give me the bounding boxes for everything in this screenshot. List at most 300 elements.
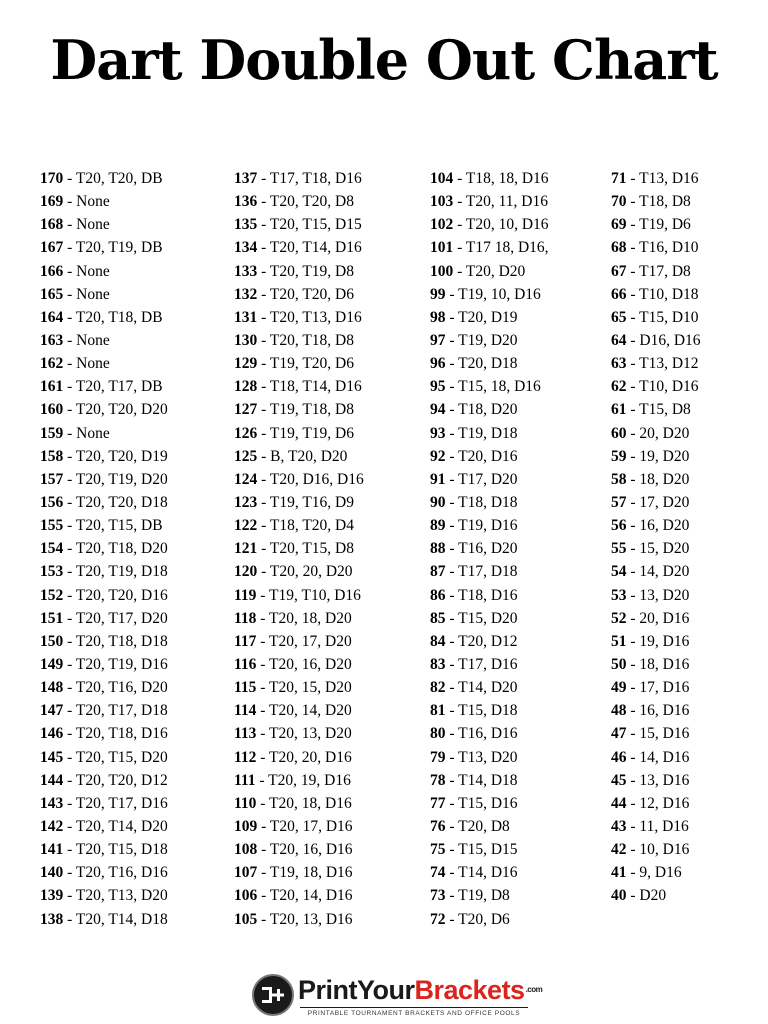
checkout-throws: - T17, D18: [445, 563, 518, 581]
checkout-throws: - T20, T15, D18: [63, 841, 168, 859]
checkout-throws: - T20, D12: [445, 632, 518, 650]
checkout-row: [40, 491, 168, 514]
checkout-score: 93: [430, 424, 446, 442]
checkout-row: [234, 283, 364, 306]
checkout-score: 110: [234, 794, 257, 812]
checkout-row: [234, 884, 364, 907]
checkout-throws: - 9, D16: [626, 864, 682, 882]
checkout-throws: - T20, T19, DB: [63, 239, 163, 257]
checkout-throws: - 13, D20: [626, 586, 690, 604]
checkout-row: [611, 838, 701, 861]
checkout-column-1: [40, 167, 168, 931]
checkout-row: [611, 491, 701, 514]
checkout-row: [40, 213, 168, 236]
bracket-logo-icon: [252, 974, 294, 1016]
checkout-score: 80: [430, 725, 446, 743]
checkout-throws: - T19, T20, D6: [257, 355, 354, 373]
checkout-throws: - T20, T13, D16: [257, 308, 362, 326]
checkout-score: 102: [430, 216, 454, 234]
checkout-score: 126: [234, 424, 258, 442]
checkout-score: 56: [611, 517, 627, 535]
checkout-score: 101: [430, 239, 454, 257]
checkout-score: 144: [40, 771, 64, 789]
checkout-row: [40, 560, 168, 583]
checkout-row: [40, 722, 168, 745]
checkout-score: 67: [611, 262, 627, 280]
checkout-row: [40, 422, 168, 445]
checkout-throws: - T20, T17, D18: [63, 702, 168, 720]
checkout-score: 55: [611, 540, 627, 558]
checkout-score: 123: [234, 493, 258, 511]
checkout-throws: - T18, D18: [445, 493, 518, 511]
checkout-throws: - T19, 10, D16: [445, 285, 541, 303]
checkout-row: [234, 329, 364, 352]
checkout-throws: - T15, D10: [626, 308, 699, 326]
checkout-row: [40, 584, 168, 607]
checkout-score: 87: [430, 563, 446, 581]
checkout-score: 75: [430, 841, 446, 859]
checkout-throws: - 14, D20: [626, 563, 690, 581]
checkout-throws: - D20: [626, 887, 667, 905]
checkout-score: 64: [611, 331, 627, 349]
checkout-score: 155: [40, 517, 64, 535]
checkout-score: 59: [611, 447, 627, 465]
checkout-throws: - T20, T20, D6: [257, 285, 354, 303]
checkout-score: 166: [40, 262, 64, 280]
checkout-row: [611, 584, 701, 607]
checkout-row: [40, 514, 168, 537]
checkout-throws: - None: [63, 424, 110, 442]
checkout-throws: - T20, T15, DB: [63, 517, 163, 535]
checkout-score: 141: [40, 841, 64, 859]
checkout-throws: - T20, 18, D16: [256, 794, 352, 812]
checkout-throws: - T16, D10: [626, 239, 699, 257]
checkout-score: 120: [234, 563, 258, 581]
checkout-score: 85: [430, 609, 446, 627]
checkout-row: [234, 213, 364, 236]
checkout-score: 41: [611, 864, 627, 882]
page-title: Dart Double Out Chart: [50, 28, 718, 92]
checkout-score: 89: [430, 517, 446, 535]
checkout-score: 103: [430, 193, 454, 211]
checkout-row: [430, 838, 549, 861]
checkout-throws: - 11, D16: [626, 817, 689, 835]
checkout-score: 84: [430, 632, 446, 650]
checkout-row: [40, 537, 168, 560]
checkout-throws: - T20, 20, D20: [257, 563, 353, 581]
checkout-throws: - 18, D16: [626, 655, 690, 673]
checkout-score: 136: [234, 193, 258, 211]
checkout-score: 98: [430, 308, 446, 326]
checkout-score: 100: [430, 262, 454, 280]
checkout-throws: - T20, T19, D16: [63, 655, 168, 673]
checkout-throws: - T20, T18, D16: [63, 725, 168, 743]
checkout-throws: - T20, T15, D8: [257, 540, 354, 558]
checkout-throws: - T20, T16, D16: [63, 864, 168, 882]
checkout-score: 69: [611, 216, 627, 234]
checkout-score: 50: [611, 655, 627, 673]
checkout-score: 78: [430, 771, 446, 789]
checkout-score: 143: [40, 794, 64, 812]
checkout-throws: - T16, D16: [445, 725, 518, 743]
checkout-row: [234, 861, 364, 884]
checkout-throws: - None: [63, 331, 110, 349]
checkout-row: [234, 375, 364, 398]
checkout-throws: - 16, D16: [626, 702, 690, 720]
checkout-throws: - T20, 13, D16: [257, 910, 353, 928]
checkout-row: [234, 560, 364, 583]
checkout-row: [430, 468, 549, 491]
checkout-row: [234, 260, 364, 283]
checkout-throws: - T13, D16: [626, 170, 699, 187]
checkout-score: 43: [611, 817, 627, 835]
checkout-throws: - T20, T19, D18: [63, 563, 168, 581]
checkout-row: [611, 468, 701, 491]
checkout-score: 169: [40, 193, 64, 211]
checkout-throws: - T18, D8: [626, 193, 691, 211]
checkout-column-4: [611, 167, 701, 908]
checkout-throws: - 20, D20: [626, 424, 690, 442]
checkout-score: 168: [40, 216, 64, 234]
checkout-throws: - T20, 17, D16: [257, 817, 353, 835]
checkout-row: [430, 722, 549, 745]
checkout-row: [40, 352, 168, 375]
checkout-throws: - T20, T18, DB: [63, 308, 163, 326]
checkout-throws: - None: [63, 216, 110, 234]
checkout-row: [611, 236, 701, 259]
checkout-score: 72: [430, 910, 446, 928]
checkout-row: [430, 861, 549, 884]
checkout-row: [430, 630, 549, 653]
checkout-score: 167: [40, 239, 64, 257]
checkout-row: [430, 792, 549, 815]
checkout-row: [611, 167, 701, 190]
brand-suffix: .com: [525, 985, 543, 994]
checkout-score: 70: [611, 193, 627, 211]
checkout-throws: - T20, D16, D16: [257, 470, 364, 488]
checkout-throws: - T20, T20, D20: [63, 401, 168, 419]
checkout-score: 49: [611, 679, 627, 697]
checkout-row: [234, 422, 364, 445]
checkout-row: [234, 491, 364, 514]
checkout-score: 40: [611, 887, 627, 905]
checkout-row: [40, 630, 168, 653]
checkout-row: [611, 792, 701, 815]
checkout-row: [234, 769, 364, 792]
brand-name-part2: Brackets: [414, 975, 525, 1005]
checkout-row: [40, 375, 168, 398]
checkout-row: [430, 537, 549, 560]
checkout-throws: - 10, D16: [626, 841, 690, 859]
checkout-score: 92: [430, 447, 446, 465]
checkout-row: [40, 607, 168, 630]
checkout-row: [430, 699, 549, 722]
checkout-throws: - T17, D16: [445, 655, 518, 673]
checkout-score: 161: [40, 378, 64, 396]
checkout-throws: - T20, T20, D12: [63, 771, 168, 789]
checkout-throws: - T20, 16, D16: [257, 841, 353, 859]
checkout-score: 129: [234, 355, 258, 373]
checkout-row: [430, 260, 549, 283]
checkout-throws: - 18, D20: [626, 470, 690, 488]
checkout-row: [611, 861, 701, 884]
checkout-row: [430, 769, 549, 792]
checkout-row: [430, 398, 549, 421]
checkout-row: [430, 190, 549, 213]
checkout-row: [40, 884, 168, 907]
checkout-score: 79: [430, 748, 446, 766]
checkout-throws: - None: [63, 193, 110, 211]
checkout-score: 124: [234, 470, 258, 488]
checkout-throws: - T20, T17, DB: [63, 378, 163, 396]
checkout-score: 116: [234, 655, 257, 673]
checkout-throws: - T20, T20, D16: [63, 586, 168, 604]
checkout-column-2: [234, 167, 364, 931]
checkout-row: [611, 190, 701, 213]
checkout-row: [40, 445, 168, 468]
checkout-row: [430, 653, 549, 676]
checkout-row: [430, 422, 549, 445]
checkout-throws: - T18, D20: [445, 401, 518, 419]
checkout-row: [611, 375, 701, 398]
checkout-row: [611, 398, 701, 421]
checkout-throws: - T19, D20: [445, 331, 518, 349]
checkout-throws: - 15, D20: [626, 540, 690, 558]
checkout-score: 97: [430, 331, 446, 349]
checkout-row: [40, 746, 168, 769]
footer-logo[interactable]: [252, 972, 543, 1020]
checkout-throws: - T17, D8: [626, 262, 691, 280]
checkout-score: 152: [40, 586, 64, 604]
checkout-row: [430, 445, 549, 468]
checkout-score: 130: [234, 331, 258, 349]
checkout-score: 71: [611, 170, 627, 187]
brand-tagline: PRINTABLE TOURNAMENT BRACKETS AND OFFICE POOLS: [300, 1007, 528, 1017]
checkout-throws: - T15, 18, D16: [445, 378, 541, 396]
checkout-score: 135: [234, 216, 258, 234]
checkout-score: 53: [611, 586, 627, 604]
checkout-row: [611, 746, 701, 769]
checkout-throws: - None: [63, 355, 110, 373]
checkout-score: 63: [611, 355, 627, 373]
checkout-throws: - 14, D16: [626, 748, 690, 766]
checkout-score: 81: [430, 702, 446, 720]
checkout-score: 128: [234, 378, 258, 396]
checkout-score: 62: [611, 378, 627, 396]
checkout-throws: - T20, T20, D8: [257, 193, 354, 211]
checkout-row: [611, 422, 701, 445]
checkout-throws: - T20, T14, D20: [63, 817, 168, 835]
checkout-throws: - T15, D16: [445, 794, 518, 812]
checkout-row: [234, 722, 364, 745]
checkout-throws: - T19, 18, D16: [257, 864, 353, 882]
checkout-score: 113: [234, 725, 257, 743]
checkout-row: [430, 815, 549, 838]
checkout-score: 94: [430, 401, 446, 419]
checkout-throws: - T20, D8: [445, 817, 510, 835]
checkout-score: 106: [234, 887, 258, 905]
checkout-score: 54: [611, 563, 627, 581]
checkout-score: 134: [234, 239, 258, 257]
checkout-row: [234, 537, 364, 560]
checkout-throws: - T20, 11, D16: [453, 193, 548, 211]
checkout-row: [611, 653, 701, 676]
checkout-throws: - T19, D18: [445, 424, 518, 442]
checkout-score: 91: [430, 470, 446, 488]
checkout-throws: - T20, 15, D20: [256, 679, 352, 697]
checkout-row: [40, 468, 168, 491]
checkout-row: [430, 560, 549, 583]
checkout-score: 108: [234, 841, 258, 859]
checkout-score: 111: [234, 771, 256, 789]
checkout-throws: - T10, D18: [626, 285, 699, 303]
checkout-row: [40, 306, 168, 329]
checkout-throws: - 19, D20: [626, 447, 690, 465]
checkout-score: 131: [234, 308, 258, 326]
checkout-throws: - T20, D18: [445, 355, 518, 373]
checkout-throws: - T20, T14, D16: [257, 239, 362, 257]
checkout-row: [611, 514, 701, 537]
checkout-score: 105: [234, 910, 258, 928]
checkout-throws: - T19, T18, D8: [257, 401, 354, 419]
checkout-score: 148: [40, 679, 64, 697]
checkout-throws: - T20, T15, D20: [63, 748, 168, 766]
checkout-score: 83: [430, 655, 446, 673]
checkout-row: [611, 283, 701, 306]
checkout-row: [234, 445, 364, 468]
checkout-score: 95: [430, 378, 446, 396]
checkout-score: 107: [234, 864, 258, 882]
checkout-score: 68: [611, 239, 627, 257]
checkout-throws: - T19, T19, D6: [257, 424, 354, 442]
checkout-row: [40, 329, 168, 352]
checkout-row: [234, 653, 364, 676]
checkout-row: [40, 236, 168, 259]
checkout-row: [430, 375, 549, 398]
checkout-row: [430, 306, 549, 329]
checkout-throws: - T13, D20: [445, 748, 518, 766]
checkout-row: [234, 584, 364, 607]
checkout-throws: - T14, D20: [445, 679, 518, 697]
checkout-row: [234, 306, 364, 329]
checkout-throws: - T20, T17, D20: [63, 609, 168, 627]
checkout-row: [611, 769, 701, 792]
checkout-score: 76: [430, 817, 446, 835]
checkout-score: 60: [611, 424, 627, 442]
checkout-throws: - T19, D6: [626, 216, 691, 234]
checkout-row: [40, 792, 168, 815]
checkout-throws: - T18, T14, D16: [257, 378, 362, 396]
checkout-score: 121: [234, 540, 258, 558]
checkout-row: [234, 190, 364, 213]
checkout-score: 122: [234, 517, 258, 535]
checkout-row: [40, 769, 168, 792]
checkout-throws: - T20, T14, D18: [63, 910, 168, 928]
checkout-score: 114: [234, 702, 257, 720]
checkout-score: 96: [430, 355, 446, 373]
checkout-row: [234, 236, 364, 259]
checkout-row: [611, 445, 701, 468]
checkout-throws: - T15, D18: [445, 702, 518, 720]
checkout-row: [234, 815, 364, 838]
checkout-throws: - T20, T18, D20: [63, 540, 168, 558]
checkout-throws: - T20, T19, D8: [257, 262, 354, 280]
checkout-row: [234, 908, 364, 931]
checkout-row: [40, 861, 168, 884]
checkout-score: 52: [611, 609, 627, 627]
checkout-score: 117: [234, 632, 257, 650]
checkout-row: [430, 676, 549, 699]
checkout-row: [40, 167, 168, 190]
checkout-row: [40, 260, 168, 283]
checkout-throws: - T18, 18, D16: [453, 170, 549, 187]
checkout-score: 153: [40, 563, 64, 581]
checkout-throws: - 13, D16: [626, 771, 690, 789]
checkout-row: [234, 607, 364, 630]
checkout-row: [430, 514, 549, 537]
checkout-score: 57: [611, 493, 627, 511]
checkout-throws: - T20, 14, D16: [257, 887, 353, 905]
checkout-row: [611, 329, 701, 352]
checkout-throws: - T20, 14, D20: [256, 702, 352, 720]
checkout-score: 127: [234, 401, 258, 419]
checkout-throws: - T18, T20, D4: [257, 517, 354, 535]
checkout-row: [611, 676, 701, 699]
checkout-throws: - T20, T20, D19: [63, 447, 168, 465]
checkout-row: [611, 699, 701, 722]
checkout-score: 158: [40, 447, 64, 465]
checkout-throws: - T19, T10, D16: [256, 586, 361, 604]
checkout-score: 48: [611, 702, 627, 720]
checkout-row: [40, 676, 168, 699]
checkout-row: [40, 838, 168, 861]
checkout-throws: - T20, D16: [445, 447, 518, 465]
checkout-row: [611, 884, 701, 907]
checkout-throws: - None: [63, 262, 110, 280]
checkout-score: 145: [40, 748, 64, 766]
checkout-throws: - T20, T20, D18: [63, 493, 168, 511]
checkout-throws: - T20, 20, D16: [256, 748, 352, 766]
checkout-row: [234, 746, 364, 769]
checkout-score: 151: [40, 609, 64, 627]
checkout-score: 125: [234, 447, 258, 465]
checkout-row: [234, 792, 364, 815]
checkout-score: 138: [40, 910, 64, 928]
checkout-score: 61: [611, 401, 627, 419]
checkout-score: 45: [611, 771, 627, 789]
checkout-throws: - 19, D16: [626, 632, 690, 650]
checkout-score: 73: [430, 887, 446, 905]
checkout-row: [430, 884, 549, 907]
checkout-throws: - T20, T13, D20: [63, 887, 168, 905]
checkout-score: 149: [40, 655, 64, 673]
checkout-score: 115: [234, 679, 257, 697]
checkout-row: [611, 722, 701, 745]
checkout-score: 132: [234, 285, 258, 303]
checkout-throws: - T10, D16: [626, 378, 699, 396]
checkout-throws: - T18, D16: [445, 586, 518, 604]
checkout-row: [430, 584, 549, 607]
checkout-row: [430, 908, 549, 931]
checkout-row: [611, 213, 701, 236]
checkout-score: 160: [40, 401, 64, 419]
checkout-row: [234, 630, 364, 653]
checkout-throws: - T14, D18: [445, 771, 518, 789]
checkout-row: [430, 236, 549, 259]
checkout-row: [40, 908, 168, 931]
checkout-throws: - T20, T18, D18: [63, 632, 168, 650]
checkout-score: 139: [40, 887, 64, 905]
